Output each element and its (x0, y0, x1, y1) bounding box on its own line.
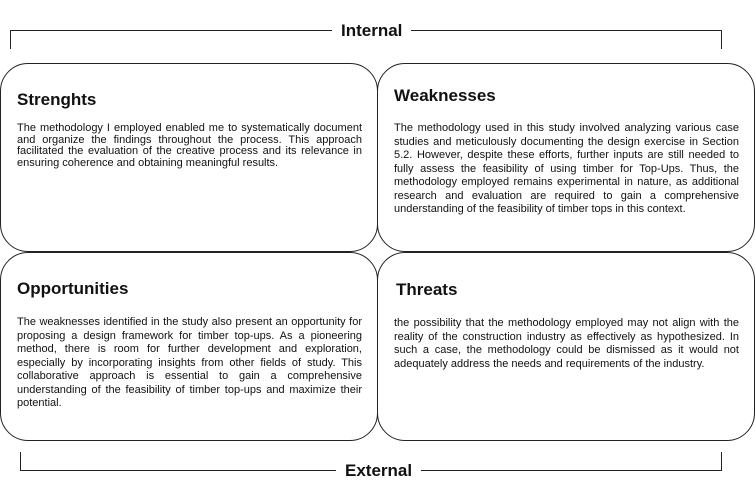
opportunities-body: The weaknesses identified in the study also present an opportunity for proposing a design framework for timber top-ups. As a pioneering method, there is room for further development and exploration, especially by incorporating insights from other fields of study. This collaborative approach is essential to gain a comprehensive understanding of the feasibility of timber top-ups and maximize their potential. (17, 316, 362, 409)
opportunities-quadrant (0, 252, 378, 441)
internal-label: Internal (332, 21, 411, 41)
strengths-title: Strenghts (17, 90, 97, 109)
weaknesses-quadrant (377, 63, 755, 252)
strengths-body: The methodology I employed enabled me to systematically document and organize the findings throughout the process. This approach facilitated the evaluation of the creative process and its relevance in ensuring coherence and obtaining meaningful results. (17, 122, 362, 169)
opportunities-title: Opportunities (17, 279, 129, 298)
strengths-quadrant (0, 63, 378, 252)
weaknesses-title: Weaknesses (394, 86, 496, 105)
threats-body: the possibility that the methodology employed may not align with the reality of the construction industry as effectively as hypothesized. In such a case, the methodology could be dismissed as it would not adequately address the needs and requirements of the industry. (394, 317, 739, 370)
threats-quadrant (377, 252, 755, 441)
weaknesses-body: The methodology used in this study involved analyzing various case studies and meticulously documenting the design exercise in Section 5.2. However, despite these efforts, further inputs are still needed to fully assess the feasibility of using timber for Top-Ups. Thus, the methodology employed remains experimental in nature, as additional research and evaluation are required to gain a comprehensive understanding of the feasibility of timber tops in this context. (394, 122, 739, 215)
threats-title: Threats (396, 280, 458, 299)
external-label: External (336, 461, 421, 481)
